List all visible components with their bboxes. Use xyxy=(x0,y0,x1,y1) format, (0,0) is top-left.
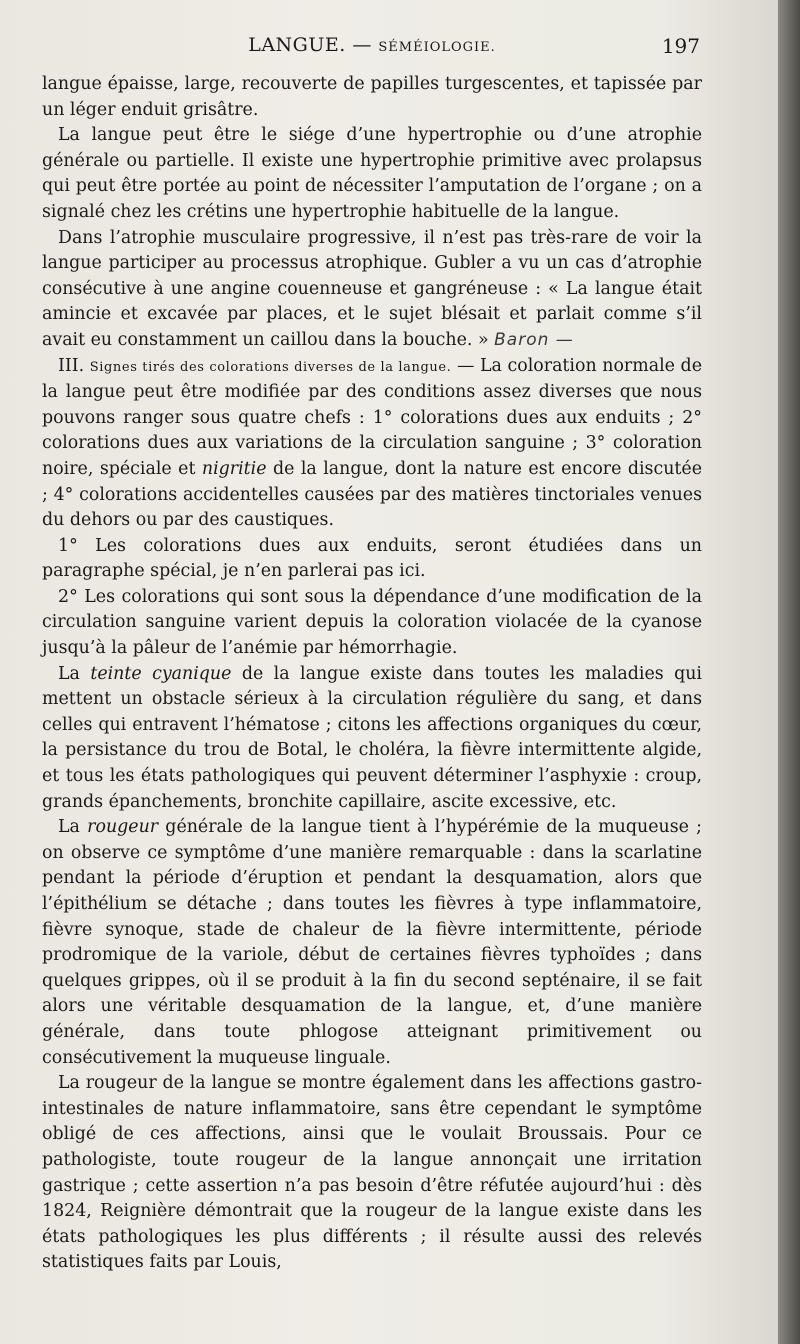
text-run: langue épaisse, large, recouverte de papilles turgescentes, et tapissée par un léger enduit grisâtre. xyxy=(42,74,702,120)
page-edge-shadow xyxy=(778,0,800,1344)
paragraph xyxy=(42,1071,702,1276)
italic-term: nigritie xyxy=(201,458,267,479)
running-head-subtitle: SÉMÉIOLOGIE. xyxy=(378,40,496,55)
text-run: de la langue existe dans toutes les maladies qui mettent un obstacle sérieux à la circulation régulière du sang, et dans celles qui entravent l’hématose ; citons les affections organiques du cœur, la persistance du trou de Botal, le choléra, la fièvre intermittente algide, et tous les états pathologiques qui peuvent déterminer l’asphyxie : croup, grands épanchements, bronchite capillaire, ascite excessive, etc. xyxy=(42,663,702,812)
paragraph xyxy=(42,815,702,1071)
running-head-dash: — xyxy=(352,34,372,56)
text-run: III. xyxy=(58,355,90,376)
paragraph xyxy=(42,534,702,585)
paragraph xyxy=(42,354,702,534)
italic-term: rougeur xyxy=(87,817,159,838)
paragraph xyxy=(42,662,702,816)
section-heading: Signes tirés des colorations diverses de la langue. xyxy=(89,359,452,375)
text-run: La xyxy=(58,817,88,838)
text-run: 2° Les colorations qui sont sous la dépendance d’une modification de la circulation sanguine varient depuis la coloration violacée de la cyanose jusqu’à la pâleur de l’anémie par hémorrhagie. xyxy=(42,586,702,659)
paragraph xyxy=(42,226,702,354)
text-run: La xyxy=(58,663,91,684)
text-run: générale de la langue tient à l’hypérémie de la muqueuse ; on observe ce symptôme d’une manière remarquable : dans la scarlatine pendant la période d’éruption et pendant la desquamation, alors que l’épithélium se détache ; dans toutes les fièvres à type inflammatoire, fièvre synoque, stade de chaleur de la fièvre intermittente, période prodromique de la variole, début de certaines fièvres typhoïdes ; dans quelques grippes, où il se produit à la fin du second septénaire, il se fait alors une véritable desquamation de la langue, et, d’une manière générale, dans toute phlogose atteignant primitivement ou consécutivement la muqueuse linguale. xyxy=(42,817,702,1068)
text-run: 1° Les colorations dues aux enduits, seront étudiées dans un paragraphe spécial, je n’en parlerai pas ici. xyxy=(42,535,702,582)
text-run: Dans l’atrophie musculaire progressive, il n’est pas très-rare de voir la langue participer au processus atrophique. Gubler a vu un cas d’atrophie consécutive à une angine couenneuse et gangréneuse : « La langue était amincie et excavée par places, et le sujet blésait et parlait comme s’il avait eu constamment un caillou dans la bouche. » xyxy=(42,227,702,350)
body-text xyxy=(42,72,702,1276)
text-run: — La coloration normale de la langue peut être modifiée par des conditions assez diverses que nous pouvons ranger sous quatre chefs : 1° colorations dues aux enduits ; 2° colorations dues aux variations de la circulation sanguine ; 3° coloration noire, spéciale et xyxy=(42,355,702,479)
paragraph xyxy=(42,123,702,225)
running-head-title: LANGUE. xyxy=(248,34,346,56)
italic-term: teinte cyanique xyxy=(90,663,232,684)
text-run: La rougeur de la langue se montre également dans les affections gastro-intestinales de nature inflammatoire, sans être cependant le symptôme obligé de ces affections, ainsi que le voulait Broussais. Pour ce pathologiste, toute rougeur de la langue annonçait une irritation gastrique ; cette assertion n’a pas besoin d’être réfutée aujourd’hui : dès 1824, Reignière démontrait que la rougeur de la langue existe dans les états pathologiques les plus différents ; il résulte aussi des relevés statistiques faits par Louis, xyxy=(42,1073,702,1273)
text-run: La langue peut être le siége d’une hypertrophie ou d’une atrophie générale ou partielle. Il existe une hypertrophie primitive avec prolapsus qui peut être portée au point de nécessiter l’amputation de l’organe ; on a signalé chez les crétins une hypertrophie habituelle de la langue. xyxy=(42,125,702,222)
page-number: 197 xyxy=(661,34,700,58)
page-header xyxy=(40,34,704,62)
paragraph xyxy=(42,585,702,662)
paragraph xyxy=(42,72,702,123)
handwritten-annotation: Baron — xyxy=(494,329,574,350)
text-run: de la langue, dont la nature est encore discutée ; 4° colorations accidentelles causées par des matières tinctoriales venues du dehors ou par des caustiques. xyxy=(42,458,702,531)
running-head xyxy=(40,34,704,56)
